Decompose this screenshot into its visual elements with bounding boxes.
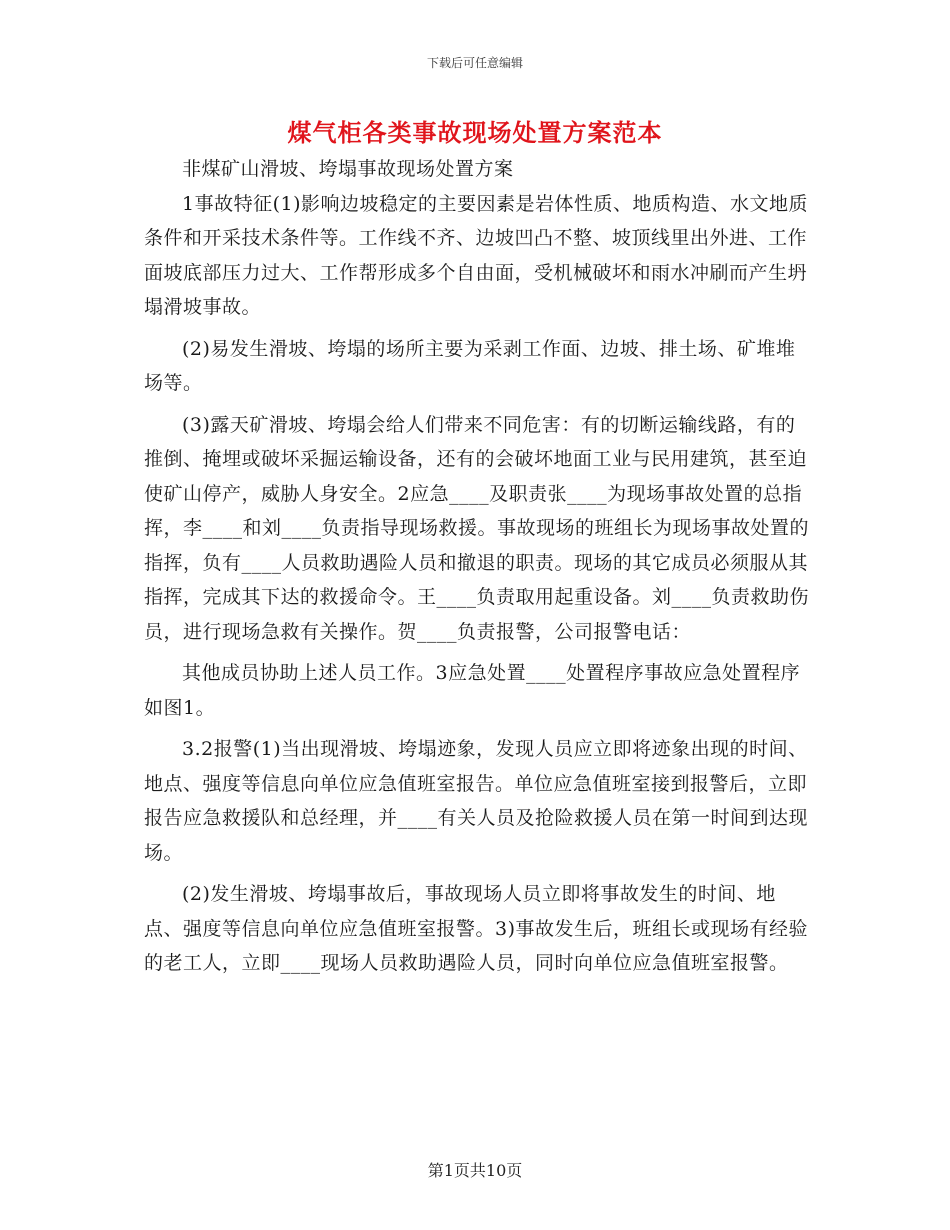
paragraph-prone-sites: (2)易发生滑坡、垮塌的场所主要为采剥工作面、边坡、排土场、矿堆堆场等。 bbox=[144, 337, 796, 394]
paragraph-accident-features: 1事故特征(1)影响边坡稳定的主要因素是岩体性质、地质构造、水文地质条件和开采技术条件等。工作线不齐、边坡凹凸不整、坡顶线里出外进、工作面坡底部压力过大、工作帮形成多个自由面，受机械破坏和雨水冲刷而产生坍塌滑坡事故。 bbox=[144, 192, 809, 318]
paragraph-subtitle: 非煤矿山滑坡、垮塌事故现场处置方案 bbox=[182, 158, 514, 180]
paragraph-post-accident: (2)发生滑坡、垮塌事故后，事故现场人员立即将事故发生的时间、地点、强度等信息向单位应急值班室报警。3)事故发生后，班组长或现场有经验的老工人，立即____现场人员救助遇险人员，同时向单位应急值班室报警。 bbox=[144, 883, 809, 974]
header-note: 下载后可任意编辑 bbox=[426, 56, 523, 70]
page-number: 第1页共10页 bbox=[427, 1161, 523, 1180]
document-title: 煤气柜各类事故现场处置方案范本 bbox=[287, 119, 663, 147]
paragraph-emergency-procedure: 其他成员协助上述人员工作。3应急处置____处置程序事故应急处置程序如图1。 bbox=[144, 662, 801, 719]
paragraph-alarm-reporting: 3.2报警(1)当出现滑坡、垮塌迹象，发现人员应立即将迹象出现的时间、地点、强度等信息向单位应急值班室报告。单位应急值班室接到报警后，立即报告应急救援队和总经理，并____有关人员及抢险救援人员在第一时间到达现场。 bbox=[144, 738, 809, 864]
paragraph-hazards-and-duties: (3)露天矿滑坡、垮塌会给人们带来不同危害：有的切断运输线路，有的推倒、掩埋或破坏采掘运输设备，还有的会破坏地面工业与民用建筑，甚至迫使矿山停产，威胁人身安全。2应急____及职责张____为现场事故处置的总指挥，李____和刘____负责指导现场救援。事故现场的班组长为现场事故处置的指挥，负有____人员救助遇险人员和撤退的职责。现场的其它成员必须服从其指挥，完成其下达的救援命令。王____负责取用起重设备。刘____负责救助伤员，进行现场急救有关操作。贺____负责报警，公司报警电话： bbox=[144, 413, 810, 643]
document-body bbox=[144, 152, 812, 988]
